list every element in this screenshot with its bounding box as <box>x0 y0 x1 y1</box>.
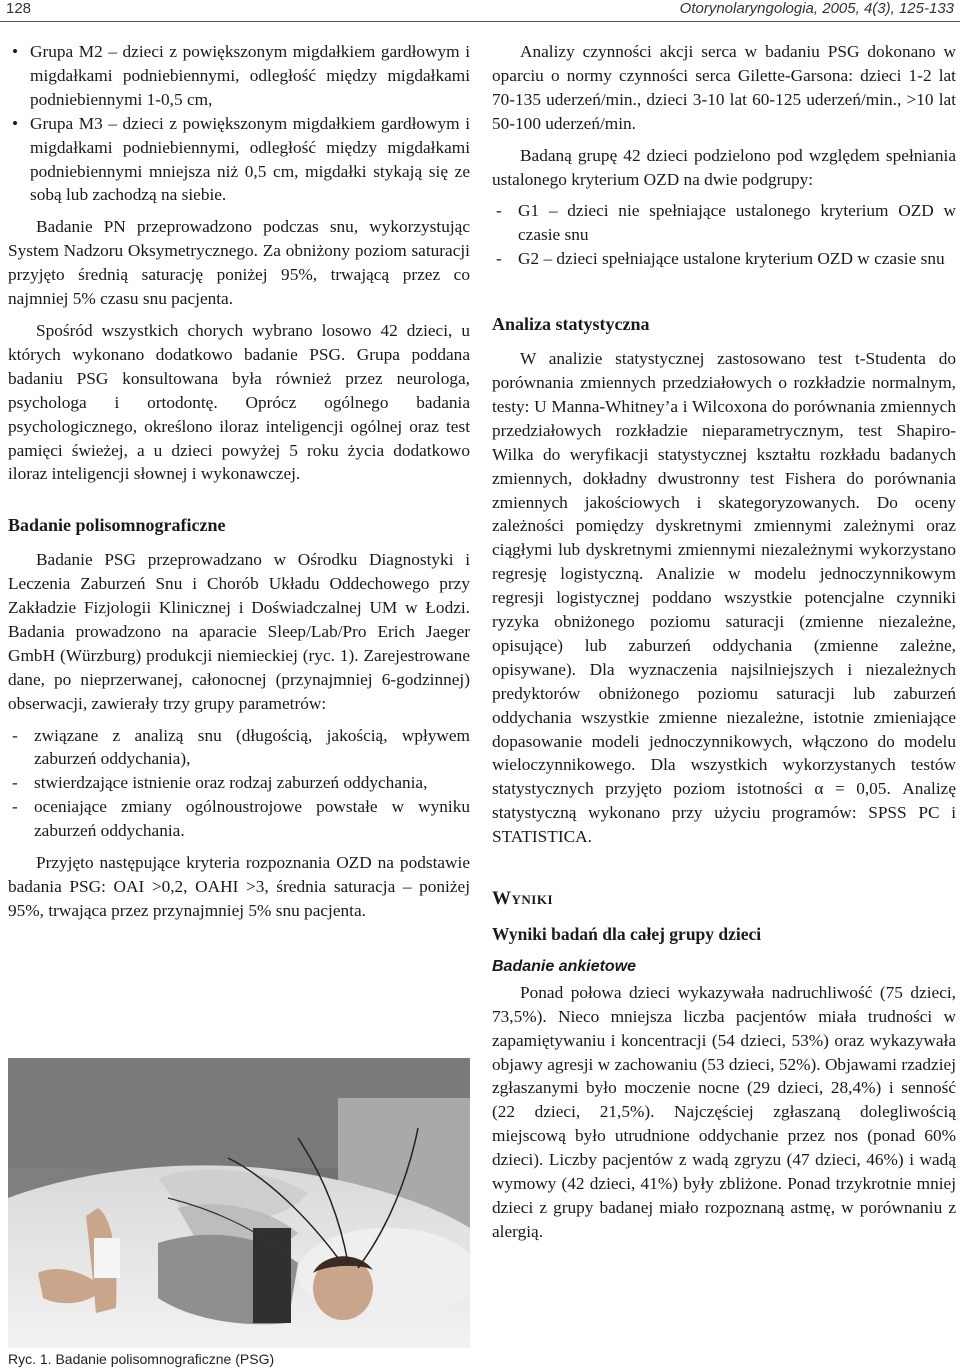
bullet-item-m3: • Grupa M3 – dzieci z powiększonym migdałkiem gardłowym i migdałkami podniebiennymi, odległość między migdałkami podniebiennymi mniejsza niż 0,5 cm, migdałki stykają się ze sobą lub zachodzą na siebie. <box>8 112 470 208</box>
journal-citation: Otorynolaryngologia, 2005, 4(3), 125-133 <box>679 0 954 17</box>
subgroup-g2: - G2 – dzieci spełniające ustalone kryterium OZD w czasie snu <box>492 247 956 271</box>
subheading-whole-group: Wyniki badań dla całej grupy dzieci <box>492 924 762 944</box>
paragraph-pn-study: Badanie PN przeprowadzono podczas snu, wykorzystując System Nadzoru Oksymetrycznego. Za obniżony poziom saturacji przyjęto średnią saturację poniżej 95%, trwającą przez co najmniej 5% czasu snu pacjenta. <box>8 217 470 309</box>
heading-results: Wyniki <box>492 888 554 910</box>
paragraph-psg-method: Badanie PSG przeprowadzano w Ośrodku Diagnostyki i Leczenia Zaburzeń Snu i Chorób Układu Oddechowego przy Zakładzie Fizjologii Klinicznej i Doświadczalnej UM w Łodzi. Badania prowadzono na aparacie Sleep/Lab/Pro Erich Jaeger GmbH (Würzburg) produkcji niemieckiej (ryc. 1). Zarejestrowane dane, po nieprzerwanej, całonocnej (przynajmniej 6-godzinnej) obserwacji, zawierały trzy grupy parametrów: <box>8 550 470 713</box>
paragraph-survey-results: Ponad połowa dzieci wykazywała nadruchliwość (75 dzieci, 73,5%). Nieco mniejsza liczba pacjentów miała trudności w zapamiętywaniu i koncentracji (54 dzieci, 53%) oraz wykazywała objawy agresji w zachowaniu (53 dzieci, 52%). Objawami rzadziej zgłaszanymi było moczenie nocne (29 dzieci, 28,4%) i senność (22 dzieci, 21,5%). Najczęściej zgłaszaną dolegliwością miejscową było utrudnione oddychanie przez nos (ponad 60% dzieci). Liczby pacjentów z wadą zgryzu (47 dzieci, 46%) i wadą wymowy (42 dzieci, 41%) były zbliżone. Ponad trzykrotnie mniej dzieci z grupy badanej miało rozpoznaną astmę, w porównaniu z alergią. <box>492 982 956 1241</box>
page-number: 128 <box>6 0 32 17</box>
figure-caption: Ryc. 1. Badanie polisomnograficzne (PSG) <box>8 1351 275 1367</box>
dash-item: - stwierdzające istnienie oraz rodzaj zaburzeń oddychania, <box>8 771 470 795</box>
heading-statistics: Analiza statystyczna <box>492 314 650 335</box>
heading-psg: Badanie polisomnograficzne <box>8 515 226 536</box>
figure-psg-photo <box>8 1058 470 1348</box>
bullet-item-m2: • Grupa M2 – dzieci z powiększonym migdałkiem gardłowym i migdałkami podniebiennymi, odległość między migdałkami podniebiennymi 1-0,5 cm, <box>8 40 470 112</box>
dash-item: - związane z analizą snu (długością, jakością, wpływem zaburzeń oddychania), <box>8 724 470 772</box>
paragraph-statistics: W analizie statystycznej zastosowano test t-Studenta do porównania zmiennych przedziałowych o rozkładzie normalnym, testy: U Manna-Whitney’a i Wilcoxona do porównania zmiennych przedziałowych rozkładzie nieparametrycznym, test Shapiro-Wilka do weryfikacji statystycznej kształtu rozkładu badanych zmiennych, dokładny dwustronny test Fishera do porównania zmiennych jakościowych i skategoryzowanych. Do oceny zależności pomiędzy dyskretnymi zmiennymi zależnymi oraz ciągłymi lub dyskretnymi zmiennymi niezależnymi wykorzystano regresję logistyczną. Analizie w modelu jednoczynnikowym regresji logistycznej poddano wszystkie potencjalne czynniki ryzyka obniżonego poziomu saturacji (zmienne niezależne, opisujące) lub zaburzeń oddychania (zmienne zależne, opisywane). Dla wyznaczenia najsilniejszych i niezależnych predyktorów obniżonego poziomu saturacji lub zaburzeń oddychania wszystkie zmienne niezależne, istotnie zmieniające dopasowanie modeli jednoczynnikowych, włączono do modelu wieloczynnikowego. Dla wszystkich wykorzystanych testów statystycznych przyjęto poziom istotności α = 0,05. Analizę statystyczną wykonano przy użyciu programów: SPSS PC i STATISTICA. <box>492 349 956 847</box>
group-bullet-list <box>8 40 470 207</box>
subheading-survey: Badanie ankietowe <box>492 957 637 975</box>
subgroup-dash-list <box>492 199 956 271</box>
paragraph-ozd-criteria: Przyjęto następujące kryteria rozpoznania OZD na podstawie badania PSG: OAI >0,2, OAHI >3, średnia saturacja – poniżej 95%, trwająca przez przynajmniej 5% snu pacjenta. <box>8 853 470 920</box>
paragraph-subgroups: Badaną grupę 42 dzieci podzielono pod względem spełniania ustalonego kryterium OZD na dwie podgrupy: <box>492 145 956 189</box>
right-column <box>492 40 956 1252</box>
psg-photo-illustration <box>8 1058 470 1348</box>
subgroup-g1: - G1 – dzieci nie spełniające ustalonego kryterium OZD w czasie snu <box>492 199 956 247</box>
running-header <box>0 0 960 22</box>
parameter-dash-list <box>8 724 470 844</box>
dash-item: - oceniające zmiany ogólnoustrojowe powstałe w wyniku zaburzeń oddychania. <box>8 795 470 843</box>
paragraph-heart-rate: Analizy czynności akcji serca w badaniu PSG dokonano w oparciu o normy czynności serca Gilette-Garsona: dzieci 1-2 lat 70-135 uderzeń/min., dzieci 3-10 lat 60-125 uderzeń/min., >10 lat 50-100 uderzeń/min. <box>492 42 956 133</box>
paragraph-random-selection: Spośród wszystkich chorych wybrano losowo 42 dzieci, u których wykonano dodatkowo badanie PSG. Grupa poddana badaniu PSG konsultowana była również przez neurologa, psychologa i ortodontę. Oprócz ogólnego badania psychologicznego, określono iloraz inteligencji ogólnej oraz test pamięci świeżej, a u dzieci powyżej 5 roku życia dodatkowo iloraz inteligencji słownej i wykonawczej. <box>8 320 470 484</box>
left-column <box>8 40 470 931</box>
